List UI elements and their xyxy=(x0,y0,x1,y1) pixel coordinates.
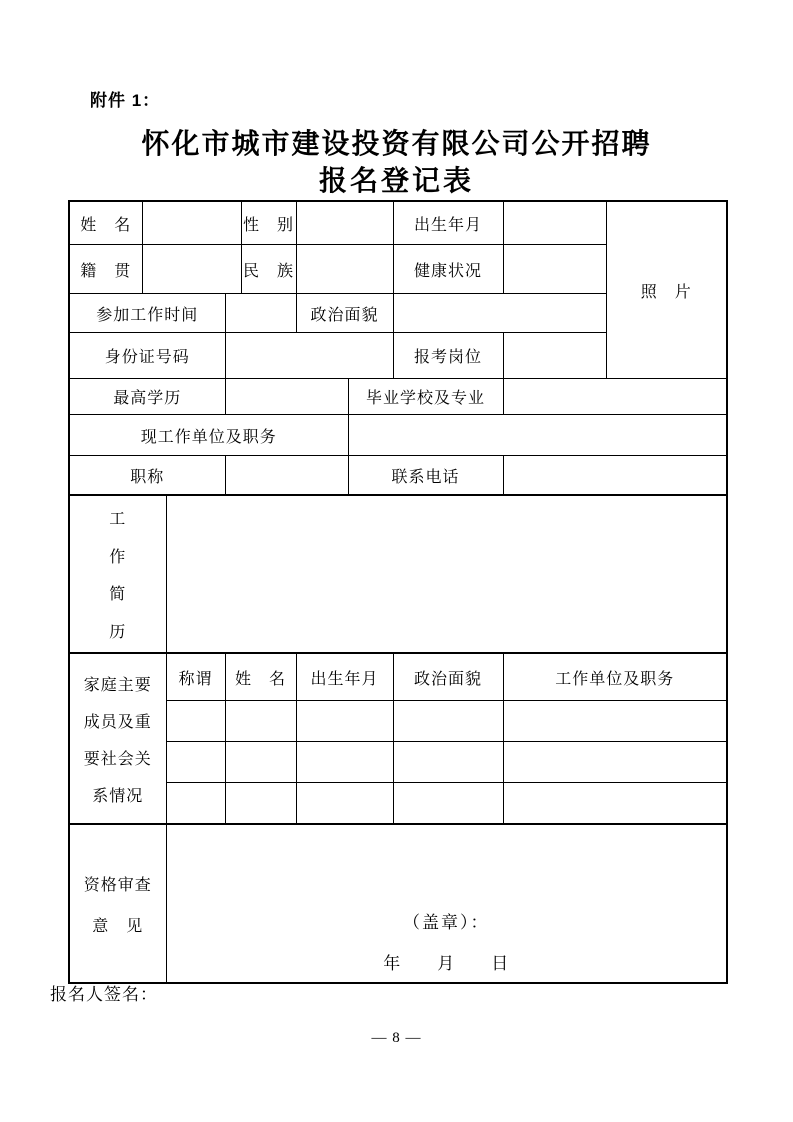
gender-value-cell xyxy=(296,201,393,245)
review-label-line: 意 见 xyxy=(92,917,144,935)
gender-label: 性 别 xyxy=(241,201,296,245)
applied-position-label: 报考岗位 xyxy=(393,333,503,379)
attachment-label: 附件 1： xyxy=(90,91,161,110)
family-birth-cell xyxy=(296,701,393,742)
review-opinion-content-cell xyxy=(166,824,727,983)
name-value-cell xyxy=(142,201,241,245)
page-number: — 8 — xyxy=(371,1030,422,1046)
political-status-value-cell xyxy=(393,294,606,333)
job-title-value-cell xyxy=(225,456,348,496)
ethnicity-label: 民 族 xyxy=(241,245,296,294)
family-political-cell xyxy=(393,701,503,742)
family-employer-cell xyxy=(503,701,727,742)
native-place-label: 籍 贯 xyxy=(69,245,142,294)
date-label: 年 月 日 xyxy=(383,954,510,973)
phone-label: 联系电话 xyxy=(348,456,503,496)
family-row xyxy=(69,701,727,742)
job-title-label: 职称 xyxy=(69,456,225,496)
photo-cell xyxy=(606,201,727,379)
seal-label: （盖章）： xyxy=(403,913,490,932)
work-history-char: 作 xyxy=(109,548,127,566)
review-opinion-label xyxy=(69,824,166,983)
id-number-value-cell xyxy=(225,333,393,379)
health-label: 健康状况 xyxy=(393,245,503,294)
work-start-value-cell xyxy=(225,294,296,333)
family-political-cell xyxy=(393,783,503,825)
family-section-label xyxy=(69,653,166,824)
document-subtitle: 报名登记表 xyxy=(318,165,474,196)
phone-value-cell xyxy=(503,456,727,496)
work-history-char: 历 xyxy=(109,623,127,641)
work-history-char: 工 xyxy=(109,511,127,529)
work-history-label xyxy=(69,495,166,653)
work-history-content-cell xyxy=(166,495,727,653)
political-status-label: 政治面貌 xyxy=(296,294,393,333)
family-header-political: 政治面貌 xyxy=(393,653,503,701)
family-header-relation: 称谓 xyxy=(166,653,225,701)
family-label-line: 要社会关 xyxy=(83,750,152,768)
applicant-signature-label: 报名人签名： xyxy=(50,985,158,1004)
family-header-employer: 工作单位及职务 xyxy=(503,653,727,701)
current-employer-value-cell xyxy=(348,415,727,456)
work-history-char: 简 xyxy=(109,586,127,604)
registration-form-table xyxy=(68,200,728,984)
review-label-line: 资格审查 xyxy=(83,876,152,894)
id-number-label: 身份证号码 xyxy=(69,333,225,379)
family-label-line: 系情况 xyxy=(92,787,144,805)
photo-label: 照 片 xyxy=(640,283,692,301)
name-label: 姓 名 xyxy=(69,201,142,245)
review-opinion-content xyxy=(167,825,727,982)
family-label-line: 家庭主要 xyxy=(83,676,152,694)
current-employer-label: 现工作单位及职务 xyxy=(69,415,348,456)
family-relation-cell xyxy=(166,742,225,783)
family-header-birth: 出生年月 xyxy=(296,653,393,701)
birth-date-label: 出生年月 xyxy=(393,201,503,245)
family-birth-cell xyxy=(296,742,393,783)
family-employer-cell xyxy=(503,783,727,825)
family-relation-cell xyxy=(166,701,225,742)
work-history-label-chars xyxy=(70,499,166,649)
ethnicity-value-cell xyxy=(296,245,393,294)
family-political-cell xyxy=(393,742,503,783)
native-place-value-cell xyxy=(142,245,241,294)
family-employer-cell xyxy=(503,742,727,783)
family-name-cell xyxy=(225,701,296,742)
school-major-label: 毕业学校及专业 xyxy=(348,379,503,415)
education-value-cell xyxy=(225,379,348,415)
family-label-line: 成员及重 xyxy=(83,713,152,731)
family-birth-cell xyxy=(296,783,393,825)
family-name-cell xyxy=(225,783,296,825)
family-row xyxy=(69,783,727,825)
family-section-label-lines xyxy=(70,658,166,820)
birth-date-value-cell xyxy=(503,201,606,245)
review-opinion-label-lines xyxy=(70,829,166,979)
document-title: 怀化市城市建设投资有限公司公开招聘 xyxy=(141,128,652,159)
applied-position-value-cell xyxy=(503,333,606,379)
family-name-cell xyxy=(225,742,296,783)
health-value-cell xyxy=(503,245,606,294)
work-start-label: 参加工作时间 xyxy=(69,294,225,333)
family-row xyxy=(69,742,727,783)
family-relation-cell xyxy=(166,783,225,825)
education-label: 最高学历 xyxy=(69,379,225,415)
family-header-name: 姓 名 xyxy=(225,653,296,701)
school-major-value-cell xyxy=(503,379,727,415)
